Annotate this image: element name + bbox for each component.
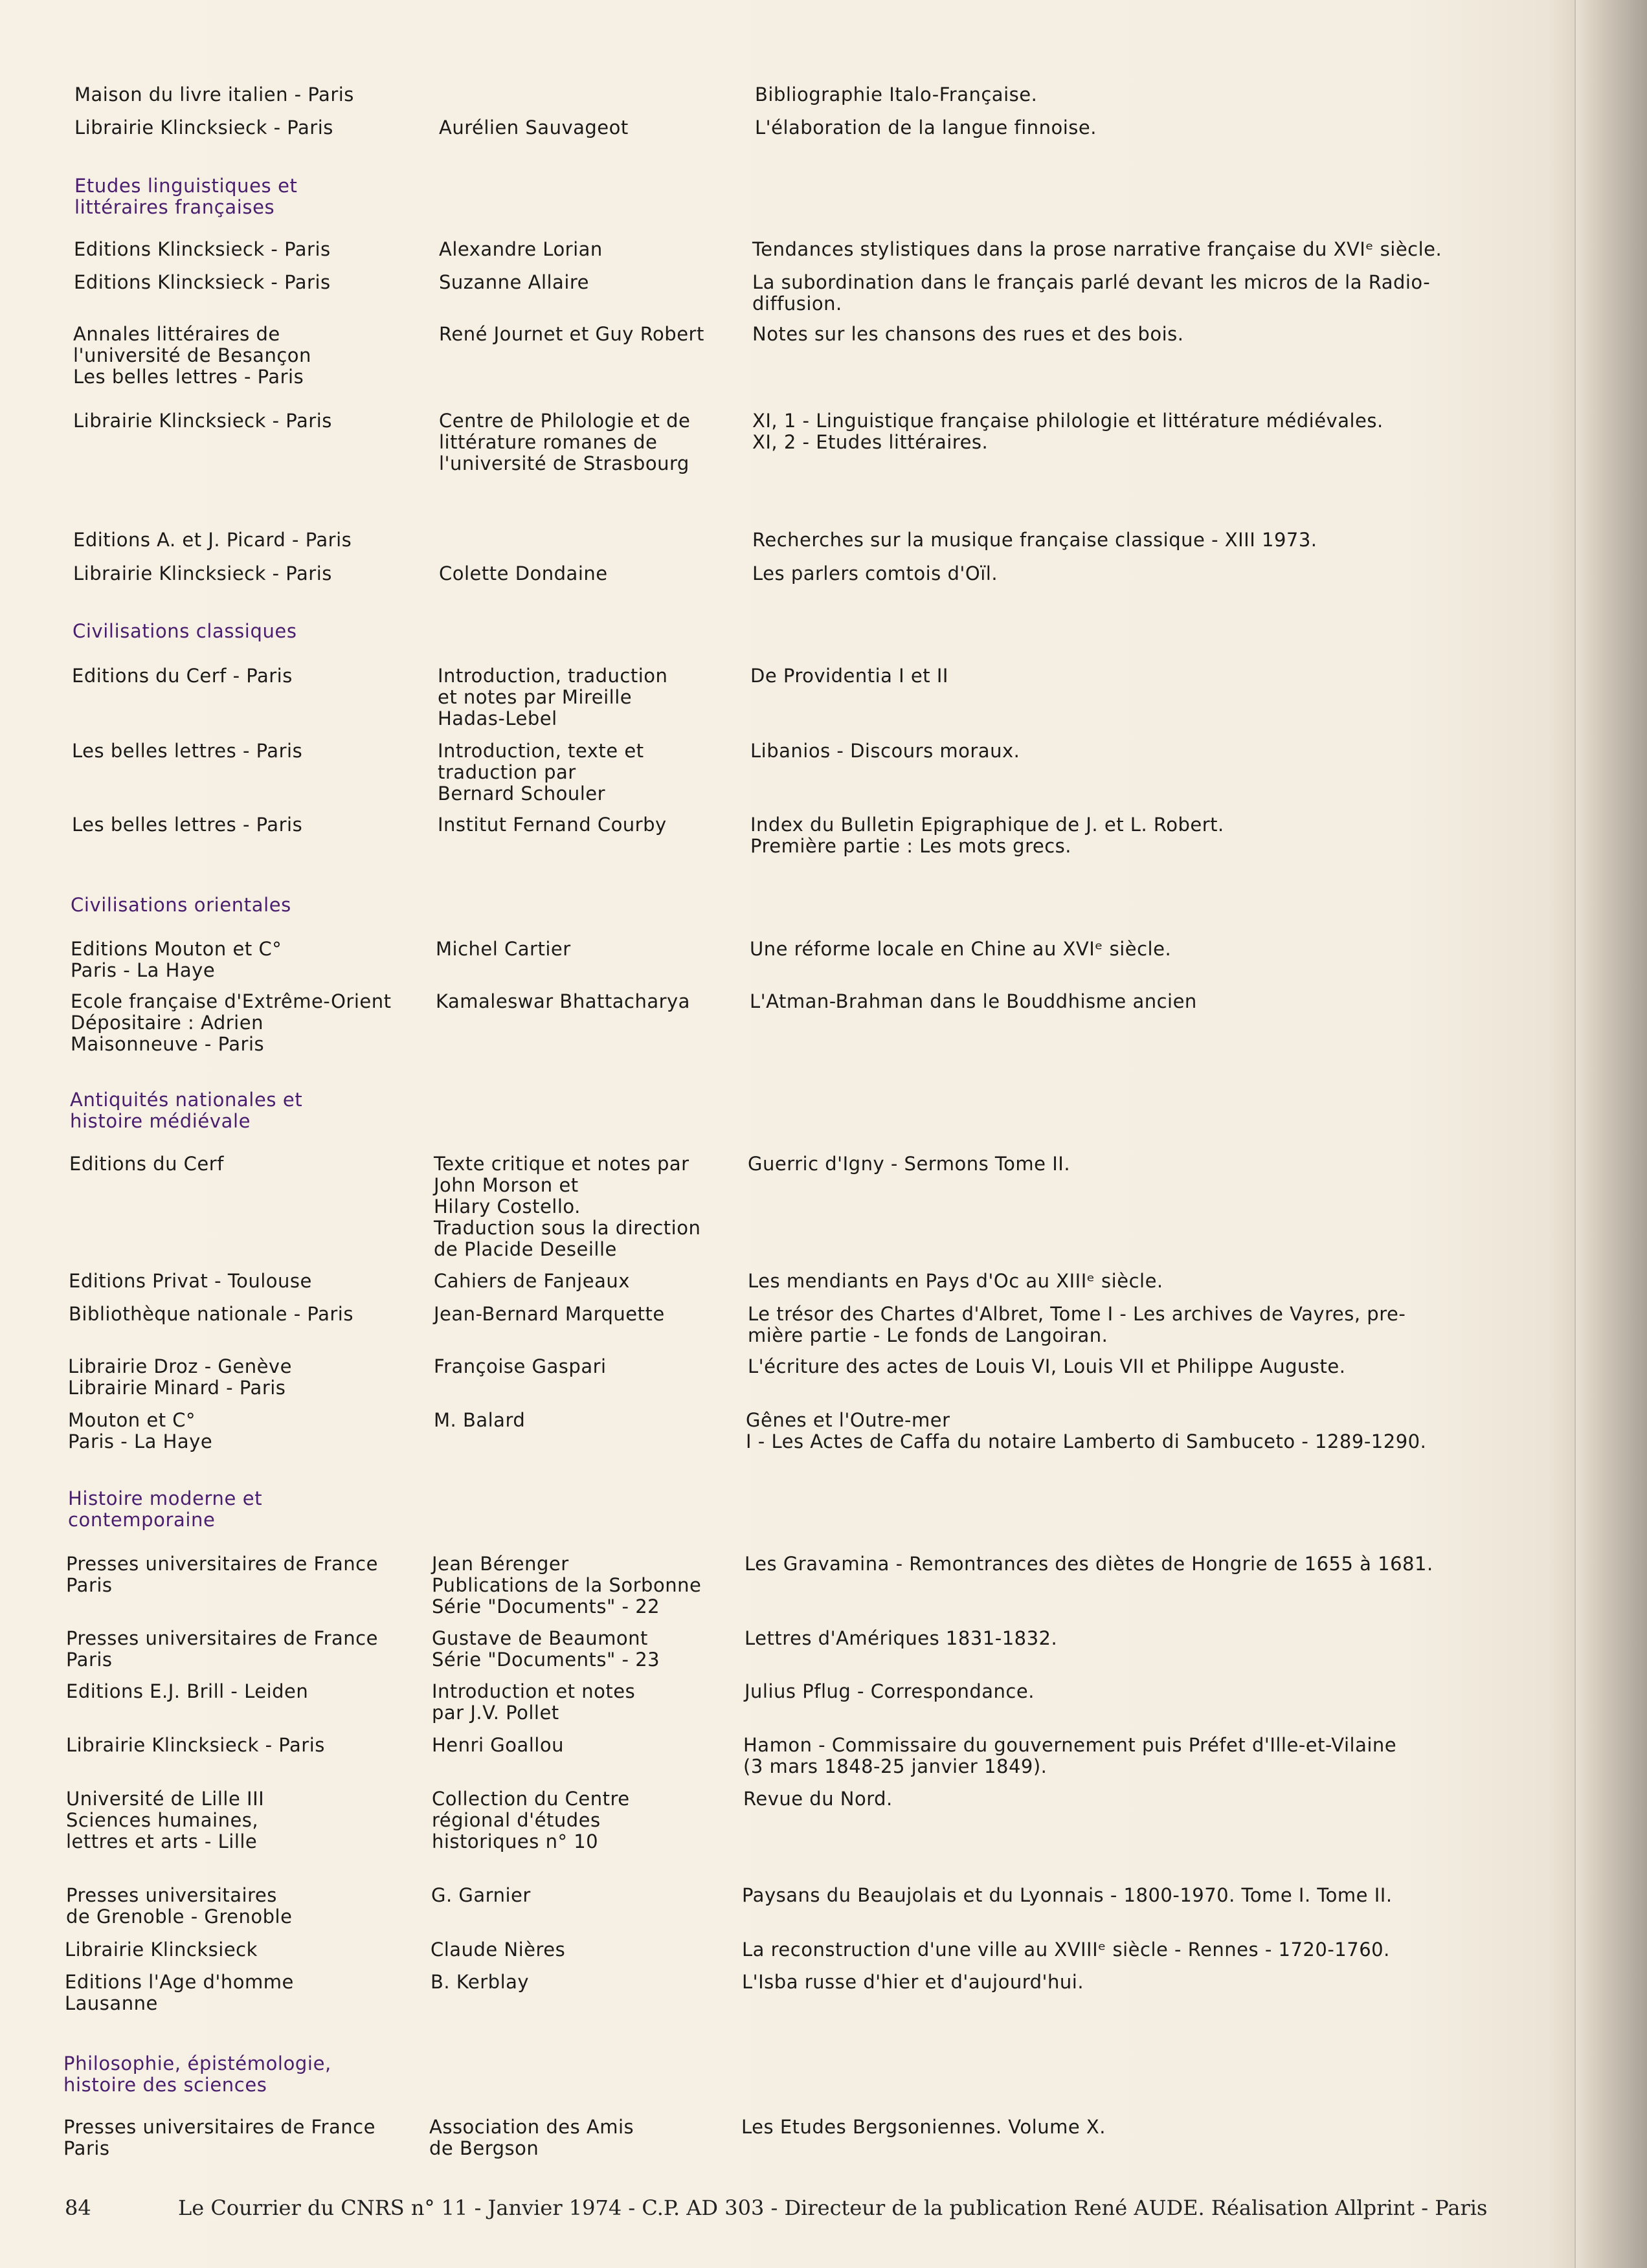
publisher: Editions du Cerf - Paris: [72, 665, 293, 687]
author: Michel Cartier: [436, 938, 571, 960]
author: Cahiers de Fanjeaux: [434, 1270, 630, 1292]
publisher: Editions Klincksieck - Paris: [74, 271, 331, 293]
work-title: Libanios - Discours moraux.: [750, 740, 1020, 762]
author: Jean-Bernard Marquette: [434, 1303, 665, 1325]
publisher: Presses universitaires de Grenoble - Grenoble: [66, 1884, 293, 1928]
publisher: Librairie Klincksieck - Paris: [74, 117, 333, 139]
author: Suzanne Allaire: [439, 271, 590, 293]
publisher: Presses universitaires de France Paris: [66, 1627, 378, 1671]
publisher: Librairie Klincksieck - Paris: [73, 562, 332, 584]
publisher: Editions Klincksieck - Paris: [74, 238, 331, 260]
work-title: Les Gravamina - Remontrances des diètes de Hongrie de 1655 à 1681.: [745, 1553, 1433, 1575]
section-heading: Etudes linguistiques et littéraires françaises: [74, 175, 298, 218]
work-title: Julius Pflug - Correspondance.: [745, 1680, 1035, 1702]
work-title: Une réforme locale en Chine au XVIᵉ siècle.: [750, 938, 1172, 960]
work-title: De Providentia I et II: [750, 665, 948, 687]
author: Introduction, texte et traduction par Bernard Schouler: [438, 740, 644, 805]
work-title: Recherches sur la musique française classique - XIII 1973.: [752, 529, 1317, 551]
work-title: Les Etudes Bergsoniennes. Volume X.: [741, 2116, 1106, 2138]
publisher: Editions Mouton et C° Paris - La Haye: [71, 938, 282, 981]
publisher: Editions l'Age d'homme Lausanne: [65, 1971, 294, 2014]
publisher: Editions Privat - Toulouse: [69, 1270, 312, 1292]
publisher: Maison du livre italien - Paris: [74, 83, 354, 106]
section-heading: Civilisations classiques: [73, 620, 297, 642]
work-title: Bibliographie Italo-Française.: [755, 83, 1038, 106]
publisher: Editions A. et J. Picard - Paris: [73, 529, 352, 551]
publisher: Université de Lille III Sciences humaines, lettres et arts - Lille: [66, 1788, 265, 1852]
footer-credits: Le Courrier du CNRS n° 11 - Janvier 1974 - C.P. AD 303 - Directeur de la publication René AUDE. Réalisation Allprint - Paris: [178, 2196, 1488, 2220]
publisher: Les belles lettres - Paris: [72, 814, 303, 836]
author: Centre de Philologie et de littérature romanes de l'université de Strasbourg: [439, 410, 691, 474]
author: Claude Nières: [431, 1939, 566, 1961]
author: René Journet et Guy Robert: [439, 323, 704, 345]
work-title: Les mendiants en Pays d'Oc au XIIIᵉ siècle.: [748, 1270, 1163, 1292]
section-heading: Philosophie, épistémologie, histoire des sciences: [63, 2052, 331, 2096]
author: Introduction, traduction et notes par Mireille Hadas-Lebel: [438, 665, 668, 729]
work-title: L'élaboration de la langue finnoise.: [755, 117, 1097, 139]
work-title: Index du Bulletin Epigraphique de J. et L. Robert. Première partie : Les mots grecs.: [750, 814, 1224, 857]
work-title: Notes sur les chansons des rues et des bois.: [752, 323, 1184, 345]
work-title: La subordination dans le français parlé devant les micros de la Radio- diffusion.: [752, 271, 1431, 315]
publisher: Librairie Droz - Genève Librairie Minard - Paris: [68, 1355, 292, 1399]
author: Alexandre Lorian: [439, 238, 603, 260]
publisher: Presses universitaires de France Paris: [66, 1553, 378, 1596]
author: Jean Bérenger Publications de la Sorbonne Série "Documents" - 22: [432, 1553, 702, 1618]
publisher: Editions E.J. Brill - Leiden: [66, 1680, 309, 1702]
publisher: Les belles lettres - Paris: [72, 740, 303, 762]
publisher: Mouton et C° Paris - La Haye: [68, 1409, 213, 1452]
publisher: Librairie Klincksieck: [65, 1939, 258, 1961]
publisher: Editions du Cerf: [69, 1153, 224, 1175]
author: Introduction et notes par J.V. Pollet: [432, 1680, 636, 1724]
work-title: Guerric d'Igny - Sermons Tome II.: [748, 1153, 1071, 1175]
author: Institut Fernand Courby: [438, 814, 667, 836]
author: B. Kerblay: [431, 1971, 530, 1993]
publisher: Librairie Klincksieck - Paris: [66, 1734, 325, 1756]
publisher: Bibliothèque nationale - Paris: [69, 1303, 353, 1325]
work-title: Paysans du Beaujolais et du Lyonnais - 1800-1970. Tome I. Tome II.: [742, 1884, 1393, 1906]
author: Kamaleswar Bhattacharya: [436, 990, 690, 1012]
author: M. Balard: [434, 1409, 526, 1431]
page-footer: [65, 2196, 1487, 2220]
work-title: L'Atman-Brahman dans le Bouddhisme ancien: [750, 990, 1197, 1012]
publisher: Ecole française d'Extrême-Orient Dépositaire : Adrien Maisonneuve - Paris: [71, 990, 392, 1055]
work-title: Tendances stylistiques dans la prose narrative française du XVIᵉ siècle.: [752, 238, 1442, 260]
page-number: 84: [65, 2196, 91, 2220]
work-title: Gênes et l'Outre-mer I - Les Actes de Caffa du notaire Lamberto di Sambuceto - 1289-1290.: [746, 1409, 1427, 1452]
publisher: Librairie Klincksieck - Paris: [73, 410, 332, 432]
work-title: Hamon - Commissaire du gouvernement puis Préfet d'Ille-et-Vilaine (3 mars 1848-25 janvier 1849).: [743, 1734, 1397, 1777]
author: Association des Amis de Bergson: [429, 2116, 634, 2159]
section-heading: Antiquités nationales et histoire médiévale: [70, 1089, 303, 1132]
author: Aurélien Sauvageot: [439, 117, 629, 139]
page-edge-shadow: [1574, 0, 1647, 2268]
work-title: Les parlers comtois d'Oïl.: [752, 562, 998, 584]
author: Texte critique et notes par John Morson et Hilary Costello. Traduction sous la direction de Placide Deseille: [434, 1153, 701, 1260]
author: Colette Dondaine: [439, 562, 608, 584]
author: Collection du Centre régional d'études historiques n° 10: [432, 1788, 630, 1852]
section-heading: Civilisations orientales: [71, 894, 291, 916]
work-title: L'écriture des actes de Louis VI, Louis VII et Philippe Auguste.: [748, 1355, 1346, 1377]
author: Gustave de Beaumont Série "Documents" - 23: [432, 1627, 660, 1671]
work-title: La reconstruction d'une ville au XVIIIᵉ siècle - Rennes - 1720-1760.: [742, 1939, 1390, 1961]
section-heading: Histoire moderne et contemporaine: [68, 1487, 263, 1531]
publisher: Annales littéraires de l'université de Besançon Les belles lettres - Paris: [73, 323, 311, 388]
work-title: L'Isba russe d'hier et d'aujourd'hui.: [742, 1971, 1084, 1993]
author: Françoise Gaspari: [434, 1355, 607, 1377]
author: Henri Goallou: [432, 1734, 564, 1756]
work-title: Lettres d'Amériques 1831-1832.: [745, 1627, 1058, 1649]
author: G. Garnier: [431, 1884, 531, 1906]
work-title: XI, 1 - Linguistique française philologie et littérature médiévales. XI, 2 - Etudes littéraires.: [752, 410, 1384, 453]
work-title: Le trésor des Chartes d'Albret, Tome I - Les archives de Vayres, pre- mière partie - Le fonds de Langoiran.: [748, 1303, 1406, 1346]
work-title: Revue du Nord.: [743, 1788, 893, 1810]
publisher: Presses universitaires de France Paris: [63, 2116, 375, 2159]
